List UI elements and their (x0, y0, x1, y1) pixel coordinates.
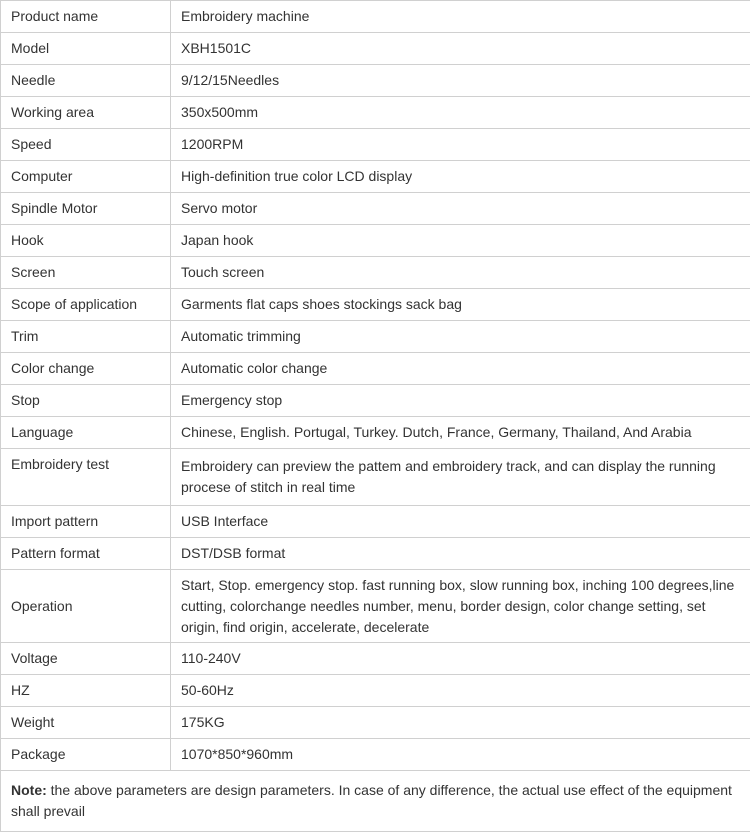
spec-value: 110-240V (171, 643, 750, 675)
spec-label: Language (1, 417, 171, 449)
spec-value: XBH1501C (171, 33, 750, 65)
table-row (1, 161, 750, 193)
spec-label: Computer (1, 161, 171, 193)
spec-label: Import pattern (1, 506, 171, 538)
spec-value: DST/DSB format (171, 538, 750, 570)
table-row (1, 538, 750, 570)
table-row (1, 129, 750, 161)
table-row (1, 739, 750, 771)
spec-value: 9/12/15Needles (171, 65, 750, 97)
table-row (1, 506, 750, 538)
note-text: the above parameters are design parameters. In case of any difference, the actual use effect of the equipment shall prevail (11, 782, 732, 819)
spec-value: Chinese, English. Portugal, Turkey. Dutch, France, Germany, Thailand, And Arabia (171, 417, 750, 449)
spec-label: Operation (1, 570, 171, 643)
spec-label: Package (1, 739, 171, 771)
spec-label: Voltage (1, 643, 171, 675)
spec-value: Touch screen (171, 257, 750, 289)
spec-value: USB Interface (171, 506, 750, 538)
table-row (1, 33, 750, 65)
table-row (1, 97, 750, 129)
table-row (1, 289, 750, 321)
spec-label: Speed (1, 129, 171, 161)
spec-value: Start, Stop. emergency stop. fast running box, slow running box, inching 100 degrees,line cutting, colorchange needles number, menu, border design, color change setting, set origin, find origin, accelerate, decelerate (171, 570, 750, 643)
table-row (1, 353, 750, 385)
spec-label: Color change (1, 353, 171, 385)
table-row (1, 257, 750, 289)
spec-value: Emergency stop (171, 385, 750, 417)
spec-label: Product name (1, 1, 171, 33)
spec-value: High-definition true color LCD display (171, 161, 750, 193)
spec-label: Needle (1, 65, 171, 97)
spec-value: 1070*850*960mm (171, 739, 750, 771)
spec-value: Automatic trimming (171, 321, 750, 353)
spec-value: Garments flat caps shoes stockings sack bag (171, 289, 750, 321)
spec-value: Embroidery machine (171, 1, 750, 33)
spec-value: 350x500mm (171, 97, 750, 129)
spec-label: Hook (1, 225, 171, 257)
spec-value: 175KG (171, 707, 750, 739)
spec-value: Japan hook (171, 225, 750, 257)
table-row (1, 225, 750, 257)
spec-label: Working area (1, 97, 171, 129)
spec-label: Pattern format (1, 538, 171, 570)
spec-label: Screen (1, 257, 171, 289)
table-row (1, 321, 750, 353)
spec-label: Stop (1, 385, 171, 417)
table-row (1, 570, 750, 643)
spec-value: Embroidery can preview the pattem and embroidery track, and can display the running procese of stitch in real time (171, 449, 750, 506)
table-row (1, 1, 750, 33)
table-row (1, 449, 750, 506)
spec-label: Trim (1, 321, 171, 353)
spec-label: Weight (1, 707, 171, 739)
spec-label: Embroidery test (1, 449, 171, 506)
spec-value: 50-60Hz (171, 675, 750, 707)
spec-label: Spindle Motor (1, 193, 171, 225)
table-row (1, 65, 750, 97)
table-row (1, 417, 750, 449)
spec-value: Automatic color change (171, 353, 750, 385)
table-row (1, 643, 750, 675)
note-label: Note: (11, 782, 47, 798)
note-cell (1, 771, 750, 832)
note-row (1, 771, 750, 832)
table-row (1, 707, 750, 739)
table-row (1, 193, 750, 225)
spec-value: Servo motor (171, 193, 750, 225)
table-row (1, 675, 750, 707)
spec-label: HZ (1, 675, 171, 707)
table-row (1, 385, 750, 417)
spec-label: Model (1, 33, 171, 65)
spec-value: 1200RPM (171, 129, 750, 161)
spec-label: Scope of application (1, 289, 171, 321)
